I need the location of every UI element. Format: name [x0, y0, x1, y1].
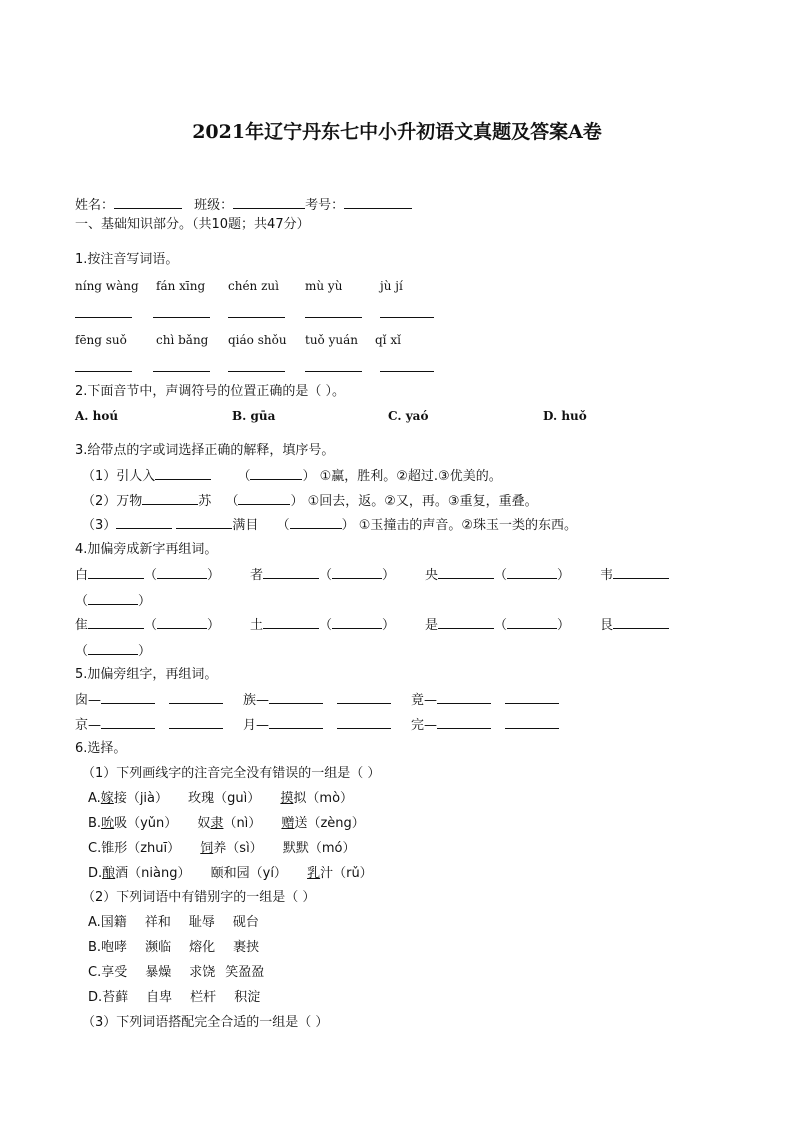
option-text: 裹挟: [233, 940, 260, 955]
answer-blank[interactable]: [269, 715, 323, 729]
paren-right: ）: [557, 568, 571, 583]
q4-char: 土: [250, 618, 264, 633]
answer-blank[interactable]: [169, 690, 223, 704]
q5-cell: [411, 715, 559, 735]
underlined-char: 摸: [280, 791, 294, 806]
paren-left: （: [144, 568, 158, 583]
q4-cell: [75, 565, 220, 585]
answer-blank[interactable]: [75, 317, 132, 318]
answer-blank[interactable]: [507, 565, 557, 579]
page-title: 2021年辽宁丹东七中小升初语文真题及答案A卷: [192, 121, 602, 143]
paren-right: ）: [207, 618, 221, 633]
option-text: B.咆哮: [88, 940, 128, 955]
paren-right: ）: [138, 594, 152, 609]
underlined-char: 饲: [200, 841, 214, 856]
q4-cell: [75, 615, 220, 635]
pinyin-2-4: tuǒ yuán: [305, 333, 358, 347]
q4-char: 白: [75, 568, 89, 583]
q4-char: 央: [425, 568, 439, 583]
option-letter: D.: [88, 866, 103, 881]
answer-blank[interactable]: [88, 615, 144, 629]
option-text: 砚台: [232, 915, 259, 930]
option-letter: B.: [88, 816, 102, 831]
q6-prompt: 6.选择。: [75, 741, 127, 756]
name-blank[interactable]: [114, 195, 182, 209]
answer-blank[interactable]: [505, 715, 559, 729]
answer-blank[interactable]: [157, 565, 207, 579]
answer-blank[interactable]: [337, 715, 391, 729]
q4-cell: [425, 565, 570, 585]
option-text: 吸（yǔn）: [114, 816, 178, 831]
item-number: （3）: [82, 518, 117, 533]
option-text: 熔化: [189, 940, 216, 955]
option-text: （nì）: [223, 816, 262, 831]
answer-blank[interactable]: [238, 491, 290, 505]
item-explanation: ①玉撞击的声音。②珠玉一类的东西。: [358, 518, 578, 533]
option-letter: A.: [88, 791, 101, 806]
q2-option-a[interactable]: A. hoú: [75, 409, 119, 423]
pinyin-2-2: chì bǎng: [156, 333, 209, 347]
q5-char: 月—: [243, 718, 270, 733]
q5-cell: [243, 715, 391, 735]
item-explanation: ①赢，胜利。②超过.③优美的。: [319, 469, 502, 484]
option-text: 栏杆: [190, 990, 217, 1005]
answer-blank[interactable]: [269, 690, 323, 704]
underlined-char: 乳: [307, 866, 321, 881]
q3-prompt: 3.给带点的字或词选择正确的解释，填序号。: [75, 443, 335, 458]
q5-char: 完—: [411, 718, 438, 733]
option-text: 祥和: [144, 915, 171, 930]
class-label: 班级：: [194, 198, 234, 213]
answer-blank[interactable]: [437, 715, 491, 729]
q2-prompt: 2.下面音节中，声调符号的位置正确的是（ ）。: [75, 384, 346, 399]
answer-blank[interactable]: [88, 641, 138, 655]
answer-blank[interactable]: [380, 317, 434, 318]
answer-blank[interactable]: [250, 466, 302, 480]
name-label: 姓名：: [75, 198, 115, 213]
paren-left: （: [319, 568, 333, 583]
item-text: 满目: [232, 518, 259, 533]
q4-char: 是: [425, 618, 439, 633]
q4-char: 韦: [600, 568, 614, 583]
q4-cell: [75, 591, 151, 611]
option-text: C.享受: [88, 965, 128, 980]
q5-char: 京—: [75, 718, 102, 733]
answer-blank[interactable]: [263, 615, 319, 629]
answer-blank[interactable]: [380, 371, 434, 372]
q6-sub2-prompt: （2）下列词语中有错别字的一组是（ ）: [82, 890, 316, 905]
paren-left: （: [494, 618, 508, 633]
q1-prompt: 1.按注音写词语。: [75, 252, 179, 267]
q5-char: 囱—: [75, 693, 102, 708]
underlined-char: 酿: [102, 866, 116, 881]
paren-left: （: [75, 644, 89, 659]
answer-blank[interactable]: [155, 466, 211, 480]
q4-cell: [600, 615, 669, 635]
item-explanation: ①回去，返。②又，再。③重复，重叠。: [307, 494, 538, 509]
item-number: （2）: [82, 494, 117, 509]
option-text: 积淀: [234, 990, 261, 1005]
q3-item-1: [82, 466, 502, 486]
q6-sub1-option-d[interactable]: [88, 865, 373, 883]
option-text: 玫瑰（guì）: [188, 791, 261, 806]
q4-char: 隹: [75, 618, 89, 633]
q6-sub3-prompt: （3）下列词语搭配完全合适的一组是（ ）: [82, 1015, 329, 1030]
q4-char: 艮: [600, 618, 614, 633]
q5-char: 族—: [243, 693, 270, 708]
pinyin-2-1: fēng suǒ: [75, 333, 127, 347]
paren-left: （: [237, 469, 251, 484]
answer-blank[interactable]: [438, 615, 494, 629]
q5-cell: [75, 690, 223, 710]
q6-sub2-option-b[interactable]: [88, 939, 259, 957]
answer-blank[interactable]: [263, 565, 319, 579]
answer-blank[interactable]: [305, 317, 362, 318]
pinyin-1-5: jù jí: [380, 279, 403, 293]
q4-cell: [600, 565, 669, 585]
paren-right: ）: [302, 469, 316, 484]
option-text: 耻辱: [188, 915, 215, 930]
student-info-line: [75, 195, 412, 215]
id-label: 考号：: [305, 198, 345, 213]
answer-blank[interactable]: [505, 690, 559, 704]
underlined-char: 吮: [101, 816, 115, 831]
pinyin-1-4: mù yù: [305, 279, 343, 293]
option-text: 默默（mó）: [282, 841, 356, 856]
q5-prompt: 5.加偏旁组字，再组词。: [75, 667, 218, 682]
q6-sub2-option-a[interactable]: [88, 914, 259, 932]
q4-cell: [425, 615, 570, 635]
item-text: 苏: [198, 494, 212, 509]
answer-blank[interactable]: [290, 515, 342, 529]
answer-blank[interactable]: [228, 371, 285, 372]
answer-blank[interactable]: [142, 491, 198, 505]
underlined-char: 赠: [281, 816, 295, 831]
option-text: 暴燥: [145, 965, 172, 980]
answer-blank[interactable]: [116, 515, 172, 529]
option-text: 奴: [197, 816, 211, 831]
answer-blank[interactable]: [88, 565, 144, 579]
q5-char: 竟—: [411, 693, 438, 708]
answer-blank[interactable]: [613, 615, 669, 629]
q5-cell: [411, 690, 559, 710]
answer-blank[interactable]: [75, 371, 132, 372]
paren-right: ）: [557, 618, 571, 633]
q5-cell: [243, 690, 391, 710]
option-text: A.国籍: [88, 915, 127, 930]
q6-sub1-option-c[interactable]: [88, 840, 355, 858]
answer-blank[interactable]: [153, 371, 210, 372]
q3-item-3: [82, 515, 577, 535]
option-text: 濒临: [145, 940, 172, 955]
q6-sub2-option-c[interactable]: [88, 964, 264, 982]
answer-blank[interactable]: [101, 690, 155, 704]
answer-blank[interactable]: [437, 690, 491, 704]
option-text: 笑盈盈: [225, 965, 265, 980]
q4-cell: [250, 565, 395, 585]
paren-right: ）: [382, 568, 396, 583]
underlined-char: 隶: [210, 816, 224, 831]
q3-item-2: [82, 491, 538, 511]
option-text: 颐和园（yí）: [210, 866, 287, 881]
pinyin-1-3: chén zuì: [228, 279, 279, 293]
paren-right: ）: [138, 644, 152, 659]
option-text: 酒（niàng）: [115, 866, 191, 881]
option-text: 自卑: [146, 990, 173, 1005]
q2-option-c[interactable]: C. yaó: [388, 409, 429, 423]
underlined-char: 嫁: [100, 791, 114, 806]
q4-prompt: 4.加偏旁成新字再组词。: [75, 542, 218, 557]
answer-blank[interactable]: [337, 690, 391, 704]
answer-blank[interactable]: [332, 615, 382, 629]
paren-left: （: [75, 594, 89, 609]
option-text: 汁（rǔ）: [320, 866, 373, 881]
paren-right: ）: [341, 518, 355, 533]
option-text: 锥形（zhuī）: [101, 841, 181, 856]
answer-blank[interactable]: [613, 565, 669, 579]
paren-right: ）: [382, 618, 396, 633]
q2-option-d[interactable]: D. huǒ: [543, 409, 587, 423]
option-text: D.苔藓: [88, 990, 129, 1005]
item-text: 引人入: [116, 469, 156, 484]
answer-blank[interactable]: [332, 565, 382, 579]
paren-left: （: [144, 618, 158, 633]
id-blank[interactable]: [344, 195, 412, 209]
item-text: 万物: [116, 494, 143, 509]
option-letter: C.: [88, 841, 102, 856]
pinyin-2-3: qiáo shǒu: [228, 333, 287, 347]
class-blank[interactable]: [233, 195, 305, 209]
q2-option-b[interactable]: B. gūa: [232, 409, 276, 423]
answer-blank[interactable]: [157, 615, 207, 629]
q4-char: 者: [250, 568, 264, 583]
paren-left: （: [276, 518, 290, 533]
paren-left: （: [225, 494, 239, 509]
answer-blank[interactable]: [88, 591, 138, 605]
q4-cell: [250, 615, 395, 635]
paren-left: （: [494, 568, 508, 583]
option-text: 送（zèng）: [294, 816, 365, 831]
paren-left: （: [319, 618, 333, 633]
answer-blank[interactable]: [228, 317, 285, 318]
section-heading: 一、基础知识部分。（共10题；共47分）: [75, 217, 310, 232]
q6-sub1-option-a[interactable]: [88, 790, 353, 808]
pinyin-1-2: fán xīng: [156, 279, 206, 293]
answer-blank[interactable]: [305, 371, 362, 372]
answer-blank[interactable]: [101, 715, 155, 729]
item-number: （1）: [82, 469, 117, 484]
pinyin-1-1: níng wàng: [75, 279, 139, 293]
option-text: 养（sì）: [213, 841, 263, 856]
paren-right: ）: [290, 494, 304, 509]
option-text: 接（jià）: [113, 791, 169, 806]
pinyin-2-5: qǐ xǐ: [375, 333, 401, 347]
answer-blank[interactable]: [153, 317, 210, 318]
answer-blank[interactable]: [438, 565, 494, 579]
paren-right: ）: [207, 568, 221, 583]
q5-cell: [75, 715, 223, 735]
q6-sub2-option-d[interactable]: [88, 989, 260, 1007]
answer-blank[interactable]: [507, 615, 557, 629]
q4-cell: [75, 641, 151, 661]
q6-sub1-prompt: （1）下列画线字的注音完全没有错误的一组是（ ）: [82, 766, 381, 781]
answer-blank[interactable]: [176, 515, 232, 529]
option-text: 求饶: [189, 965, 216, 980]
option-text: 拟（mò）: [293, 791, 354, 806]
answer-blank[interactable]: [169, 715, 223, 729]
q6-sub1-option-b[interactable]: [88, 815, 365, 833]
